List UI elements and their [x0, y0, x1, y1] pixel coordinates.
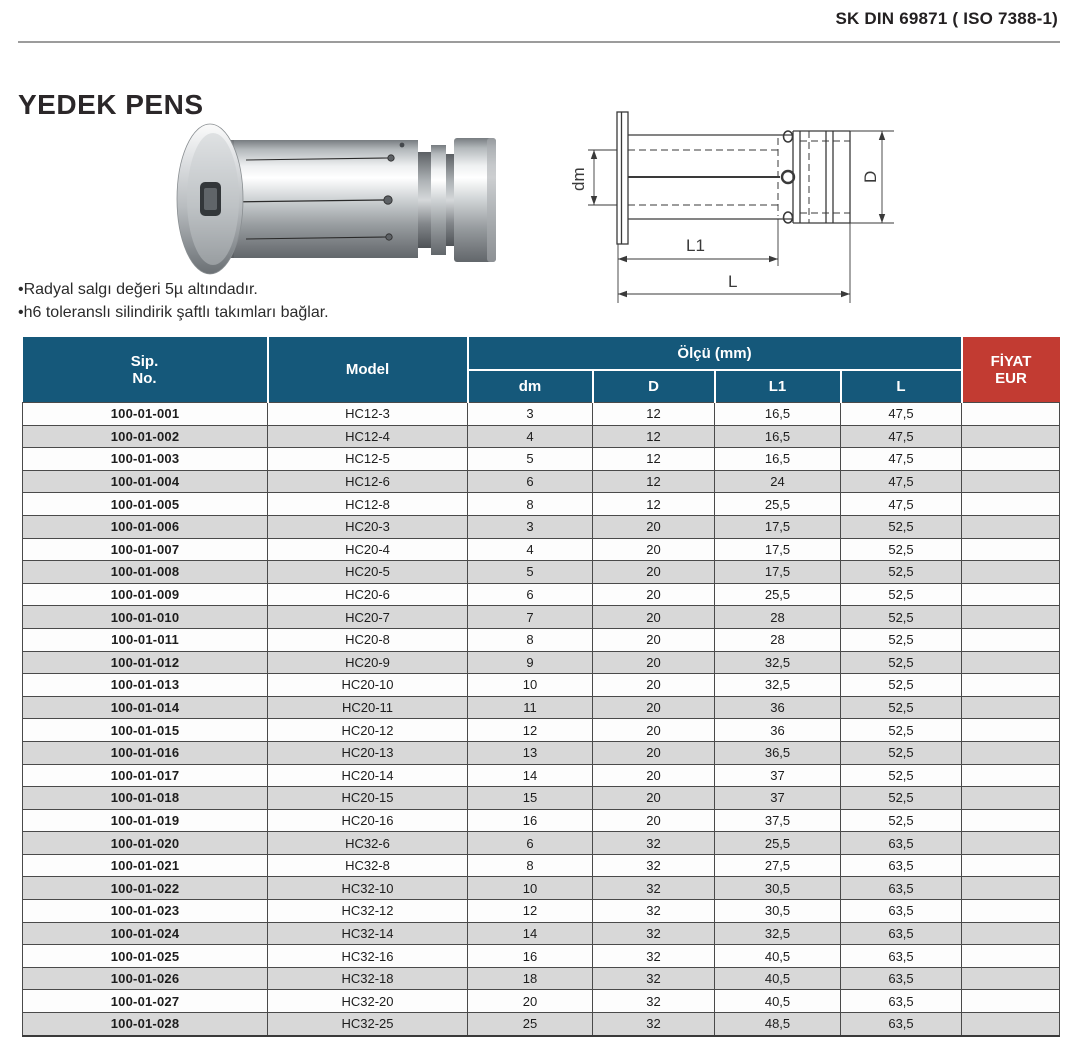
model-cell: HC20-6 — [268, 583, 468, 606]
d-cell: 20 — [593, 515, 715, 538]
table-row — [23, 809, 1060, 832]
price-cell — [962, 538, 1060, 561]
d-cell: 32 — [593, 967, 715, 990]
l-cell: 52,5 — [841, 628, 962, 651]
table-row — [23, 719, 1060, 742]
l1-cell: 25,5 — [715, 493, 841, 516]
d-cell: 12 — [593, 425, 715, 448]
dm-cell: 6 — [468, 583, 593, 606]
price-cell — [962, 1013, 1060, 1036]
sip-no-cell: 100-01-024 — [23, 922, 268, 945]
table-row — [23, 854, 1060, 877]
model-cell: HC20-11 — [268, 696, 468, 719]
model-cell: HC20-13 — [268, 741, 468, 764]
table-row — [23, 696, 1060, 719]
model-cell: HC32-25 — [268, 1013, 468, 1036]
col-header-sip-no — [23, 337, 268, 403]
sip-header-line1: Sip. — [130, 352, 159, 370]
price-cell — [962, 583, 1060, 606]
dm-cell: 16 — [468, 809, 593, 832]
drawing-flange — [617, 112, 628, 244]
price-cell — [962, 515, 1060, 538]
model-cell: HC12-5 — [268, 448, 468, 471]
standard-header: SK DIN 69871 ( ISO 7388-1) — [835, 9, 1058, 28]
d-cell: 20 — [593, 787, 715, 810]
sip-no-cell: 100-01-017 — [23, 764, 268, 787]
table-row — [23, 470, 1060, 493]
col-header-d: D — [593, 370, 715, 403]
l-cell: 63,5 — [841, 990, 962, 1013]
dm-cell: 5 — [468, 448, 593, 471]
d-cell: 12 — [593, 493, 715, 516]
table-row — [23, 493, 1060, 516]
l-cell: 47,5 — [841, 470, 962, 493]
sip-no-cell: 100-01-016 — [23, 741, 268, 764]
model-cell: HC32-10 — [268, 877, 468, 900]
model-cell: HC12-6 — [268, 470, 468, 493]
sip-no-cell: 100-01-005 — [23, 493, 268, 516]
price-cell — [962, 967, 1060, 990]
sip-no-cell: 100-01-006 — [23, 515, 268, 538]
model-cell: HC20-8 — [268, 628, 468, 651]
model-cell: HC20-9 — [268, 651, 468, 674]
d-cell: 20 — [593, 719, 715, 742]
l1-cell: 28 — [715, 606, 841, 629]
feature-bullets — [18, 278, 329, 324]
sip-no-cell: 100-01-021 — [23, 854, 268, 877]
l-cell: 47,5 — [841, 493, 962, 516]
spec-table — [22, 337, 1060, 1037]
l1-cell: 30,5 — [715, 877, 841, 900]
dim-label-dm: dm — [569, 167, 588, 191]
sip-no-cell: 100-01-019 — [23, 809, 268, 832]
d-cell: 20 — [593, 606, 715, 629]
bullet-tolerance: •h6 toleranslı silindirik şaftlı takımları bağlar. — [18, 304, 329, 321]
d-cell: 20 — [593, 651, 715, 674]
technical-drawing — [560, 98, 1018, 310]
l-cell: 52,5 — [841, 764, 962, 787]
dm-cell: 11 — [468, 696, 593, 719]
d-cell: 20 — [593, 741, 715, 764]
sip-no-cell: 100-01-027 — [23, 990, 268, 1013]
product-photo — [150, 112, 510, 287]
model-cell: HC20-4 — [268, 538, 468, 561]
price-cell — [962, 696, 1060, 719]
table-row — [23, 561, 1060, 584]
col-header-l: L — [841, 370, 962, 403]
model-cell: HC20-14 — [268, 764, 468, 787]
dm-cell: 15 — [468, 787, 593, 810]
l-cell: 63,5 — [841, 854, 962, 877]
col-header-dm: dm — [468, 370, 593, 403]
l-cell: 63,5 — [841, 945, 962, 968]
table-row — [23, 877, 1060, 900]
col-header-l1: L1 — [715, 370, 841, 403]
l-cell: 52,5 — [841, 561, 962, 584]
dim-label-D: D — [861, 170, 880, 183]
dm-cell: 12 — [468, 900, 593, 923]
l1-cell: 40,5 — [715, 945, 841, 968]
price-cell — [962, 606, 1060, 629]
dm-cell: 10 — [468, 877, 593, 900]
dm-cell: 3 — [468, 515, 593, 538]
price-cell — [962, 809, 1060, 832]
table-row — [23, 945, 1060, 968]
sip-no-cell: 100-01-023 — [23, 900, 268, 923]
d-cell: 20 — [593, 674, 715, 697]
l-cell: 52,5 — [841, 741, 962, 764]
l-cell: 63,5 — [841, 832, 962, 855]
l1-cell: 37 — [715, 764, 841, 787]
l1-cell: 16,5 — [715, 448, 841, 471]
header-rule — [18, 41, 1060, 43]
table-row — [23, 425, 1060, 448]
page-title: YEDEK PENS — [18, 88, 204, 120]
dm-cell: 18 — [468, 967, 593, 990]
model-cell: HC20-16 — [268, 809, 468, 832]
price-cell — [962, 674, 1060, 697]
dm-cell: 9 — [468, 651, 593, 674]
sip-no-cell: 100-01-018 — [23, 787, 268, 810]
table-row — [23, 448, 1060, 471]
dm-cell: 8 — [468, 493, 593, 516]
model-cell: HC20-12 — [268, 719, 468, 742]
d-cell: 20 — [593, 538, 715, 561]
l1-cell: 36 — [715, 719, 841, 742]
l1-cell: 37 — [715, 787, 841, 810]
price-cell — [962, 900, 1060, 923]
l1-cell: 36 — [715, 696, 841, 719]
sip-no-cell: 100-01-010 — [23, 606, 268, 629]
dm-cell: 20 — [468, 990, 593, 1013]
dm-cell: 4 — [468, 538, 593, 561]
l1-cell: 40,5 — [715, 990, 841, 1013]
price-cell — [962, 922, 1060, 945]
price-cell — [962, 832, 1060, 855]
sip-header-line2: No. — [132, 369, 157, 387]
model-cell: HC20-10 — [268, 674, 468, 697]
price-cell — [962, 787, 1060, 810]
price-cell — [962, 628, 1060, 651]
table-body — [23, 403, 1060, 1036]
fiyat-header-line1: FİYAT — [990, 352, 1032, 370]
l1-cell: 48,5 — [715, 1013, 841, 1036]
price-cell — [962, 425, 1060, 448]
l-cell: 63,5 — [841, 877, 962, 900]
model-cell: HC32-12 — [268, 900, 468, 923]
l1-cell: 32,5 — [715, 922, 841, 945]
dm-cell: 16 — [468, 945, 593, 968]
l-cell: 52,5 — [841, 719, 962, 742]
sip-no-cell: 100-01-022 — [23, 877, 268, 900]
l-cell: 47,5 — [841, 425, 962, 448]
sip-no-cell: 100-01-004 — [23, 470, 268, 493]
model-cell: HC12-3 — [268, 403, 468, 426]
table-row — [23, 832, 1060, 855]
table-row — [23, 651, 1060, 674]
l1-cell: 37,5 — [715, 809, 841, 832]
sip-no-cell: 100-01-013 — [23, 674, 268, 697]
l-cell: 52,5 — [841, 538, 962, 561]
sip-no-cell: 100-01-003 — [23, 448, 268, 471]
model-cell: HC32-20 — [268, 990, 468, 1013]
sip-no-cell: 100-01-020 — [23, 832, 268, 855]
sip-no-cell: 100-01-008 — [23, 561, 268, 584]
dm-cell: 6 — [468, 470, 593, 493]
l1-cell: 24 — [715, 470, 841, 493]
sip-no-cell: 100-01-009 — [23, 583, 268, 606]
dm-cell: 8 — [468, 628, 593, 651]
d-cell: 20 — [593, 561, 715, 584]
l-cell: 52,5 — [841, 583, 962, 606]
model-cell: HC12-8 — [268, 493, 468, 516]
l-cell: 52,5 — [841, 696, 962, 719]
d-cell: 32 — [593, 922, 715, 945]
price-cell — [962, 719, 1060, 742]
d-cell: 20 — [593, 696, 715, 719]
l1-cell: 32,5 — [715, 674, 841, 697]
col-header-fiyat — [962, 337, 1060, 403]
table-row — [23, 787, 1060, 810]
d-cell: 12 — [593, 470, 715, 493]
sip-no-cell: 100-01-001 — [23, 403, 268, 426]
price-cell — [962, 764, 1060, 787]
model-cell: HC32-14 — [268, 922, 468, 945]
dm-cell: 14 — [468, 922, 593, 945]
sip-no-cell: 100-01-015 — [23, 719, 268, 742]
model-cell: HC20-5 — [268, 561, 468, 584]
l-cell: 52,5 — [841, 809, 962, 832]
dm-cell: 7 — [468, 606, 593, 629]
sip-no-cell: 100-01-028 — [23, 1013, 268, 1036]
sip-no-cell: 100-01-026 — [23, 967, 268, 990]
table-row — [23, 967, 1060, 990]
d-cell: 32 — [593, 990, 715, 1013]
sip-no-cell: 100-01-025 — [23, 945, 268, 968]
drawing-relief-hole — [782, 171, 794, 183]
d-cell: 20 — [593, 764, 715, 787]
price-cell — [962, 651, 1060, 674]
sip-no-cell: 100-01-002 — [23, 425, 268, 448]
table-row — [23, 922, 1060, 945]
table-row — [23, 515, 1060, 538]
l1-cell: 25,5 — [715, 832, 841, 855]
d-cell: 12 — [593, 403, 715, 426]
dim-label-L: L — [728, 272, 738, 291]
price-cell — [962, 741, 1060, 764]
table-row — [23, 583, 1060, 606]
spec-table-container — [22, 337, 1060, 1037]
l1-cell: 16,5 — [715, 425, 841, 448]
l-cell: 63,5 — [841, 1013, 962, 1036]
d-cell: 32 — [593, 1013, 715, 1036]
dm-cell: 4 — [468, 425, 593, 448]
l1-cell: 30,5 — [715, 900, 841, 923]
dm-cell: 12 — [468, 719, 593, 742]
l-cell: 63,5 — [841, 922, 962, 945]
dm-cell: 6 — [468, 832, 593, 855]
model-cell: HC12-4 — [268, 425, 468, 448]
l-cell: 63,5 — [841, 900, 962, 923]
dm-cell: 3 — [468, 403, 593, 426]
dm-cell: 8 — [468, 854, 593, 877]
sip-no-cell: 100-01-007 — [23, 538, 268, 561]
l-cell: 47,5 — [841, 403, 962, 426]
l1-cell: 17,5 — [715, 538, 841, 561]
price-cell — [962, 493, 1060, 516]
table-row — [23, 900, 1060, 923]
col-header-olcu-group: Ölçü (mm) — [468, 337, 962, 370]
dim-label-L1: L1 — [686, 236, 705, 255]
sip-no-cell: 100-01-014 — [23, 696, 268, 719]
l-cell: 52,5 — [841, 606, 962, 629]
table-row — [23, 1013, 1060, 1036]
d-cell: 12 — [593, 448, 715, 471]
l1-cell: 17,5 — [715, 515, 841, 538]
d-cell: 32 — [593, 877, 715, 900]
l-cell: 47,5 — [841, 448, 962, 471]
collet-groove — [418, 152, 431, 248]
d-cell: 20 — [593, 583, 715, 606]
l1-cell: 25,5 — [715, 583, 841, 606]
table-row — [23, 674, 1060, 697]
dm-cell: 10 — [468, 674, 593, 697]
table-row — [23, 538, 1060, 561]
table-header — [23, 337, 1060, 403]
l1-cell: 32,5 — [715, 651, 841, 674]
fiyat-header-line2: EUR — [995, 369, 1027, 387]
d-cell: 32 — [593, 854, 715, 877]
sip-no-cell: 100-01-011 — [23, 628, 268, 651]
price-cell — [962, 448, 1060, 471]
table-row — [23, 606, 1060, 629]
price-cell — [962, 854, 1060, 877]
l1-cell: 16,5 — [715, 403, 841, 426]
collet-render — [177, 124, 496, 274]
table-row — [23, 741, 1060, 764]
dm-cell: 13 — [468, 741, 593, 764]
l-cell: 52,5 — [841, 651, 962, 674]
dm-cell: 14 — [468, 764, 593, 787]
table-row — [23, 403, 1060, 426]
col-header-model: Model — [268, 337, 468, 403]
l1-cell: 17,5 — [715, 561, 841, 584]
d-cell: 32 — [593, 832, 715, 855]
bullet-runout: •Radyal salgı değeri 5µ altındadır. — [18, 281, 258, 298]
l-cell: 52,5 — [841, 787, 962, 810]
dm-cell: 25 — [468, 1013, 593, 1036]
table-row — [23, 764, 1060, 787]
d-cell: 20 — [593, 628, 715, 651]
l1-cell: 27,5 — [715, 854, 841, 877]
table-row — [23, 990, 1060, 1013]
l-cell: 52,5 — [841, 674, 962, 697]
price-cell — [962, 877, 1060, 900]
dm-cell: 5 — [468, 561, 593, 584]
d-cell: 32 — [593, 900, 715, 923]
d-cell: 32 — [593, 945, 715, 968]
model-cell: HC32-16 — [268, 945, 468, 968]
model-cell: HC32-18 — [268, 967, 468, 990]
model-cell: HC32-8 — [268, 854, 468, 877]
l-cell: 52,5 — [841, 515, 962, 538]
model-cell: HC32-6 — [268, 832, 468, 855]
l1-cell: 36,5 — [715, 741, 841, 764]
model-cell: HC20-3 — [268, 515, 468, 538]
price-cell — [962, 561, 1060, 584]
table-row — [23, 628, 1060, 651]
model-cell: HC20-7 — [268, 606, 468, 629]
l-cell: 63,5 — [841, 967, 962, 990]
model-cell: HC20-15 — [268, 787, 468, 810]
sip-no-cell: 100-01-012 — [23, 651, 268, 674]
price-cell — [962, 990, 1060, 1013]
price-cell — [962, 403, 1060, 426]
l1-cell: 40,5 — [715, 967, 841, 990]
price-cell — [962, 470, 1060, 493]
d-cell: 20 — [593, 809, 715, 832]
l1-cell: 28 — [715, 628, 841, 651]
price-cell — [962, 945, 1060, 968]
